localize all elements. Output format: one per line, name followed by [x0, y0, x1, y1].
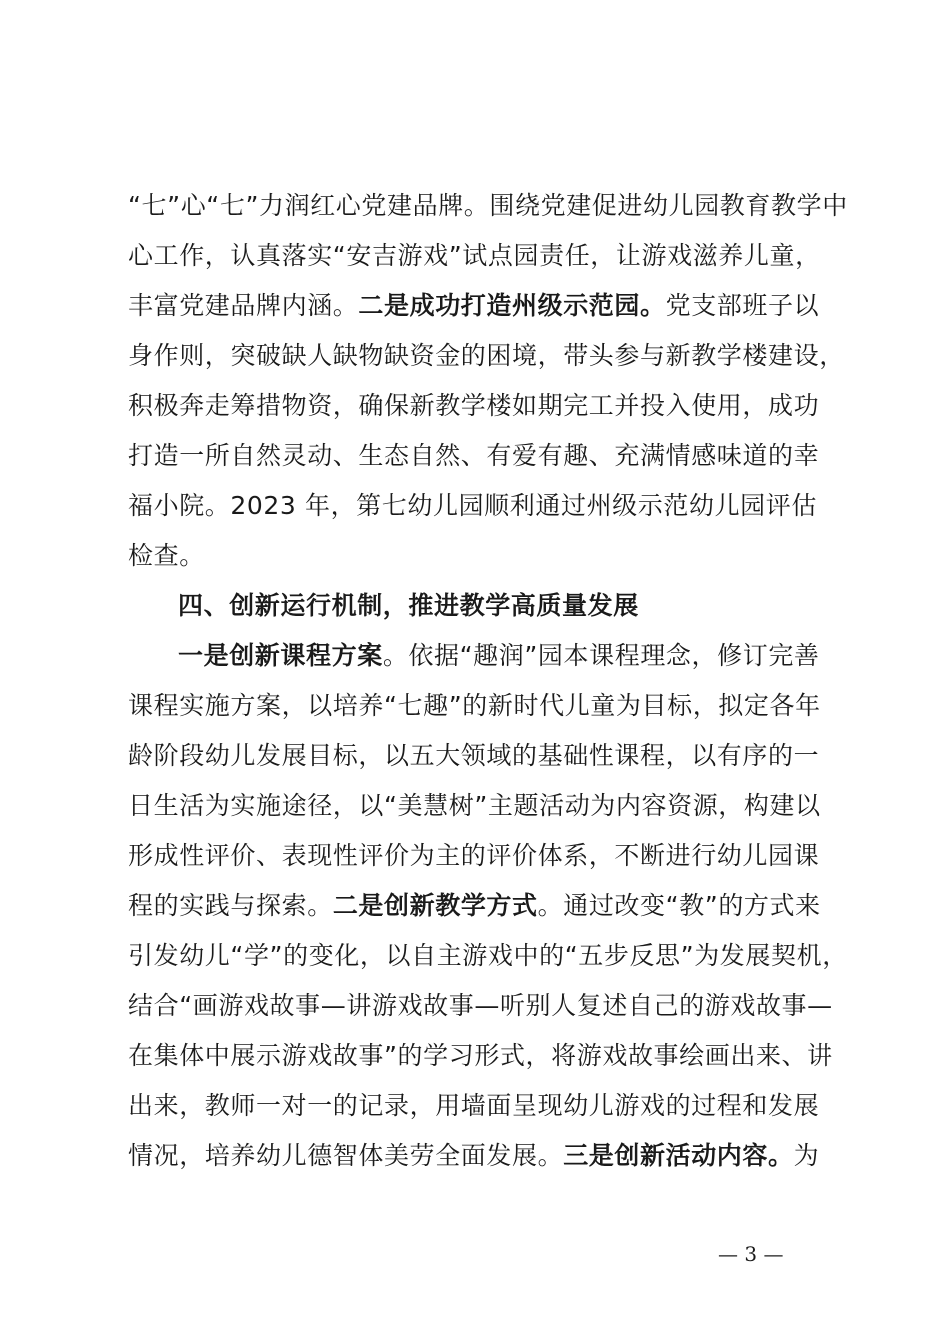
- page-number: — 3 —: [718, 1242, 784, 1266]
- line-bold-text: 二是创新教学方式: [332, 891, 538, 920]
- line-bold-text: 二是成功打造州级示范园。: [358, 291, 666, 320]
- body-line: [128, 941, 848, 971]
- line-text: 引发幼儿“学”的变化，以自主游戏中的“五步反思”为发展契机，: [128, 941, 848, 970]
- line-text: 心工作，认真落实“安吉游戏”试点园责任，让游戏滋养儿童，: [128, 241, 821, 270]
- line-text: 积极奔走筹措物资，确保新教学楼如期完工并投入使用，成功: [128, 391, 820, 420]
- line-text: 形成性评价、表现性评价为主的评价体系，不断进行幼儿园课: [128, 841, 820, 870]
- line-text: 在集体中展示游戏故事”的学习形式，将游戏故事绘画出来、讲: [128, 1041, 833, 1070]
- body-line: [128, 241, 821, 271]
- section-heading: 四、创新运行机制，推进教学高质量发展: [178, 591, 639, 620]
- line-text: 党支部班子以: [665, 291, 820, 320]
- line-text: 程的实践与探索。: [128, 891, 333, 920]
- body-line: [128, 191, 848, 221]
- line-text: 出来，教师一对一的记录，用墙面呈现幼儿游戏的过程和发展: [128, 1091, 820, 1120]
- body-line: [128, 791, 821, 821]
- body-line: [128, 491, 817, 521]
- line-text: 龄阶段幼儿发展目标，以五大领域的基础性课程，以有序的一: [128, 741, 820, 770]
- line-bold-text: 一是创新课程方案: [178, 641, 383, 670]
- line-text: 。通过改变“教”的方式来: [537, 891, 821, 920]
- line-text: 日生活为实施途径，以“美慧树”主题活动为内容资源，构建以: [128, 791, 821, 820]
- body-line: [128, 1041, 833, 1071]
- line-text: 情况，培养幼儿德智体美劳全面发展。: [128, 1141, 564, 1170]
- body-line: [128, 991, 833, 1021]
- line-text: 结合“画游戏故事—讲游戏故事—听别人复述自己的游戏故事—: [128, 991, 833, 1020]
- body-line: [128, 291, 819, 321]
- line-bold-text: 三是创新活动内容。: [563, 1141, 794, 1170]
- line-text: 检查。: [128, 541, 205, 570]
- body-line: [128, 841, 819, 871]
- line-text: 福小院。2023 年，第七幼儿园顺利通过州级示范幼儿园评估: [128, 491, 817, 520]
- line-text: 身作则，突破缺人缺物缺资金的困境，带头参与新教学楼建设，: [128, 341, 845, 370]
- body-line: [128, 891, 821, 921]
- body-line: [128, 341, 845, 371]
- line-text: 为: [793, 1141, 820, 1170]
- line-text: 。依据“趣润”园本课程理念，修订完善: [382, 641, 820, 670]
- body-line: [128, 541, 205, 571]
- body-line: [128, 691, 821, 721]
- body-line: [128, 441, 819, 471]
- body-line: [128, 1091, 819, 1121]
- line-text: 课程实施方案，以培养“七趣”的新时代儿童为目标，拟定各年: [128, 691, 821, 720]
- body-line: [128, 1141, 819, 1171]
- line-text: “七”心“七”力润红心党建品牌。围绕党建促进幼儿园教育教学中: [128, 191, 848, 220]
- body-line: [178, 641, 820, 671]
- body-line: [128, 391, 819, 421]
- body-line: [128, 741, 819, 771]
- line-text: 丰富党建品牌内涵。: [128, 291, 359, 320]
- line-text: 打造一所自然灵动、生态自然、有爱有趣、充满情感味道的幸: [128, 441, 820, 470]
